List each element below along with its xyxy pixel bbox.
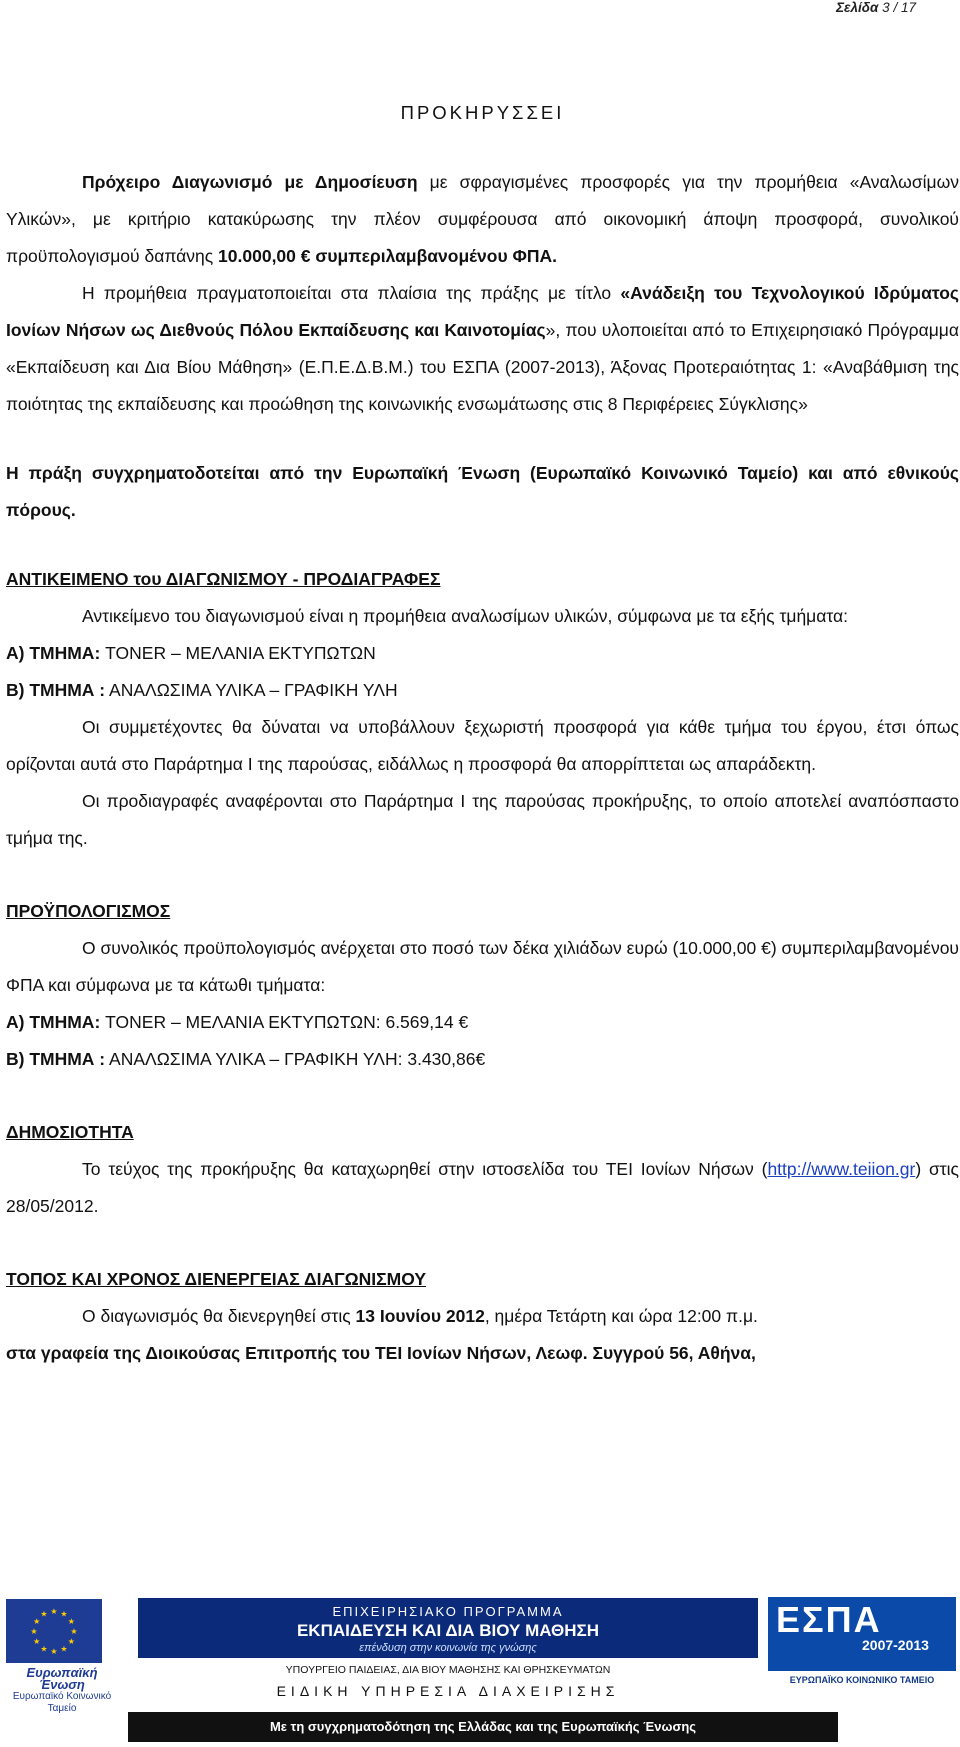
footer-banner <box>0 1595 960 1747</box>
object-heading: ΑΝΤΙΚΕΙΜΕΝΟ του ΔΙΑΓΩΝΙΣΜΟΥ - ΠΡΟΔΙΑΓΡΑΦΕΣ <box>6 569 441 589</box>
object-paragraph-3: Οι προδιαγραφές αναφέρονται στο Παράρτημα Ι της παρούσας προκήρυξης, το οποίο αποτελεί αναπόσπαστο τμήμα της. <box>6 791 959 848</box>
eu-star-icon: ★ <box>60 1609 68 1619</box>
venue-heading: ΤΟΠΟΣ ΚΑΙ ΧΡΟΝΟΣ ΔΙΕΝΕΡΓΕΙΑΣ ΔΙΑΓΩΝΙΣΜΟΥ <box>6 1269 427 1289</box>
publicity-paragraph: Το τεύχος της προκήρυξης θα καταχωρηθεί στην ιστοσελίδα του ΤΕΙ Ιονίων Νήσων (http://www.teiion.gr) στις 28/05/2012. <box>6 1159 959 1216</box>
object-paragraph-2: Οι συμμετέχοντες θα δύναται να υποβάλλουν ξεχωριστή προσφορά για κάθε τμήμα του έργου, έτσι όπως ορίζονται αυτά στο Παράρτημα Ι της παρούσας, ειδάλλως η προσφορά θα απορρίπτεται ως απαράδεκτη. <box>6 717 959 774</box>
eu-star-icon: ★ <box>33 1637 41 1646</box>
document-title: ΠΡΟΚΗΡΥΣΣΕΙ <box>400 102 565 123</box>
page-current: 3 <box>882 0 890 15</box>
eu-name: Ευρωπαϊκή Ένωση <box>26 1665 98 1692</box>
object-part-a: Α) ΤΜΗΜΑ: TONER – ΜΕΛΑΝΙΑ ΕΚΤΥΠΩΤΩΝ <box>6 643 376 663</box>
programme-logo <box>138 1598 758 1658</box>
total-amount: 10.000,00 € συμπεριλαμβανομένου ΦΠΑ. <box>218 246 558 266</box>
eu-star-icon: ★ <box>67 1617 75 1626</box>
intro-paragraph: Πρόχειρο Διαγωνισμό με Δημοσίευση με σφραγισμένες προσφορές για την προμήθεια «Αναλωσίμων Υλικών», με κριτήριο κατακύρωσης την πλέον συμφέρουσα από οικονομική άποψη προσφορά, συνολικού προϋπολογισμού δαπάνης 10.000,00 € συμπεριλαμβανομένου ΦΠΑ. <box>6 172 960 266</box>
budget-heading: ΠΡΟΫΠΟΛΟΓΙΣΜΟΣ <box>6 901 171 921</box>
venue-place: στα γραφεία της Διοικούσας Επιτροπής του ΤΕΙ Ιονίων Νήσων, Λεωφ. Συγγρού 56, Αθήνα, <box>6 1343 756 1363</box>
page-total: 17 <box>900 0 916 15</box>
tender-type: Πρόχειρο Διαγωνισμό με Δημοσίευση <box>82 172 418 192</box>
page-number <box>836 0 916 15</box>
eu-star-icon: ★ <box>40 1644 48 1654</box>
eu-star-icon: ★ <box>40 1609 48 1619</box>
document-body <box>6 94 959 1372</box>
programme-line-1: ΕΠΙΧΕΙΡΗΣΙΑΚΟ ΠΡΟΓΡΑΜΜΑ <box>332 1604 564 1619</box>
budget-paragraph: Ο συνολικός προϋπολογισμός ανέρχεται στο ποσό των δέκα χιλιάδων ευρώ (10.000,00 €) συμπεριλαμβανομένου ΦΠΑ και σύμφωνα με τα κάτωθι τμήματα: <box>6 938 959 995</box>
eu-star-icon: ★ <box>33 1617 41 1626</box>
page-sep: / <box>893 0 898 15</box>
eu-flag-icon <box>6 1599 102 1663</box>
eu-star-icon: ★ <box>70 1627 78 1636</box>
eu-star-icon: ★ <box>67 1637 75 1646</box>
managing-authority: ΕΙΔΙΚΗ ΥΠΗΡΕΣΙΑ ΔΙΑΧΕΙΡΙΣΗΣ <box>276 1683 620 1699</box>
object-part-b: Β) ΤΜΗΜΑ : ΑΝΑΛΩΣΙΜΑ ΥΛΙΚΑ – ΓΡΑΦΙΚΗ ΥΛΗ <box>6 680 398 700</box>
espa-years: 2007-2013 <box>862 1637 929 1653</box>
espa-logo <box>768 1597 956 1671</box>
eu-star-icon: ★ <box>50 1647 58 1656</box>
budget-part-b: Β) ΤΜΗΜΑ : ΑΝΑΛΩΣΙΜΑ ΥΛΙΚΑ – ΓΡΑΦΙΚΗ ΥΛΗ: 3.430,86€ <box>6 1049 486 1069</box>
espa-title: ΕΣΠΑ <box>776 1599 882 1640</box>
eu-stars-icon <box>6 1599 102 1663</box>
eu-fund: Ευρωπαϊκό Κοινωνικό Ταμείο <box>12 1691 112 1714</box>
project-paragraph: Η προμήθεια πραγματοποιείται στα πλαίσια της πράξης με τίτλο «Ανάδειξη του Τεχνολογικού Ιδρύματος Ιονίων Νήσων ως Διεθνούς Πόλου Εκπαίδευσης και Καινοτομίας», που υλοποιείται από το Επιχειρησιακό Πρόγραμμα «Εκπαίδευση και Δια Βίου Μάθηση» (Ε.Π.Ε.Δ.Β.Μ.) του ΕΣΠΑ (2007-2013), Άξονας Προτεραιότητας 1: «Αναβάθμιση της ποιότητας της εκπαίδευσης και προώθηση της κοινωνικής ενσωμάτωσης στις 8 Περιφέρειες Σύγκλισης» <box>6 283 959 414</box>
project-title: «Ανάδειξη του Τεχνολογικού Ιδρύματος Ιονίων Νήσων ως Διεθνούς Πόλου Εκπαίδευσης και Καινοτομίας <box>6 283 959 340</box>
venue-paragraph: Ο διαγωνισμός θα διενεργηθεί στις 13 Ιουνίου 2012, ημέρα Τετάρτη και ώρα 12:00 π.μ. <box>82 1306 758 1326</box>
object-paragraph: Αντικείμενο του διαγωνισμού είναι η προμήθεια αναλωσίμων υλικών, σύμφωνα με τα εξής τμήματα: <box>82 606 849 626</box>
ministry-name: ΥΠΟΥΡΓΕΙΟ ΠΑΙΔΕΙΑΣ, ΔΙΑ ΒΙΟΥ ΜΑΘΗΣΗΣ ΚΑΙ ΘΡΗΣΚΕΥΜΑΤΩΝ <box>285 1664 611 1676</box>
budget-part-a: Α) ΤΜΗΜΑ: TONER – ΜΕΛΑΝΙΑ ΕΚΤΥΠΩΤΩΝ: 6.569,14 € <box>6 1012 469 1032</box>
website-link[interactable]: http://www.teiion.gr <box>767 1159 916 1179</box>
programme-line-2: ΕΚΠΑΙΔΕΥΣΗ ΚΑΙ ΔΙΑ ΒΙΟΥ ΜΑΘΗΣΗ <box>296 1621 600 1640</box>
eu-logo-text <box>4 1667 120 1715</box>
eu-star-icon: ★ <box>30 1627 38 1636</box>
publicity-heading: ΔΗΜΟΣΙΟΤΗΤΑ <box>6 1122 134 1142</box>
tender-date: 13 Ιουνίου 2012 <box>355 1306 485 1326</box>
eu-star-icon: ★ <box>60 1644 68 1654</box>
espa-fund: ΕΥΡΩΠΑΪΚΟ ΚΟΙΝΩΝΙΚΟ ΤΑΜΕΙΟ <box>789 1675 935 1685</box>
cofund-paragraph: Η πράξη συγχρηματοδοτείται από την Ευρωπαϊκή Ένωση (Ευρωπαϊκό Κοινωνικό Ταμείο) και από εθνικούς πόρους. <box>6 463 959 520</box>
programme-line-3: επένδυση στην κοινωνία της γνώσης <box>359 1642 537 1654</box>
page-label: Σελίδα <box>836 0 879 15</box>
cofund-bar: Με τη συγχρηματοδότηση της Ελλάδας και της Ευρωπαϊκής Ένωσης <box>128 1712 838 1742</box>
eu-star-icon: ★ <box>50 1607 58 1616</box>
